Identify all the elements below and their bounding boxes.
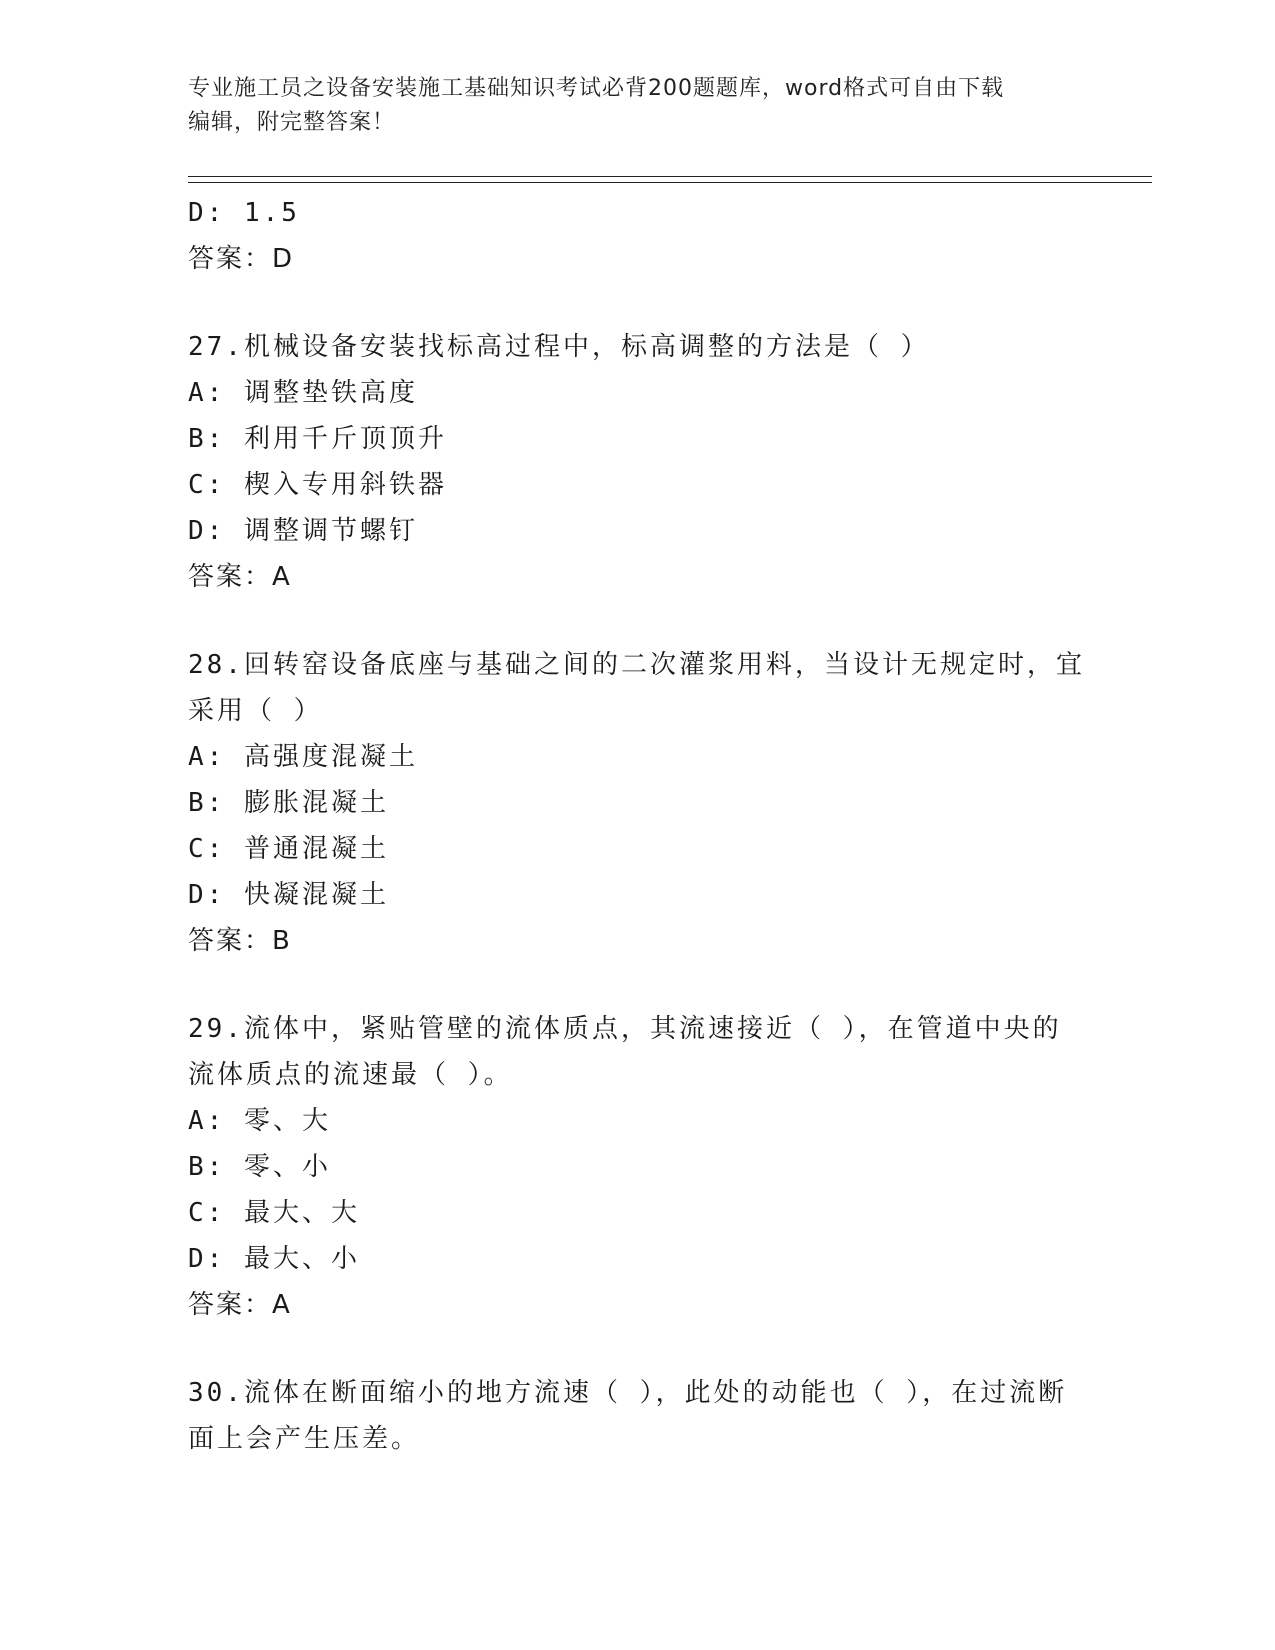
- question-text: [188, 1006, 1088, 1098]
- document-header: [188, 72, 1068, 140]
- option-a: A: 调整垫铁高度: [188, 378, 418, 408]
- answer: 答案：A: [188, 1290, 292, 1320]
- option-d: D: 最大、小: [188, 1244, 360, 1274]
- answer: 答案：B: [188, 926, 292, 956]
- option-b: B: 零、小: [188, 1152, 331, 1182]
- question-line: 流体质点的流速最（ ）。: [188, 1060, 513, 1090]
- option-c: C: 楔入专用斜铁器: [188, 470, 447, 500]
- option-d: D: 调整调节螺钉: [188, 516, 418, 546]
- question-content: [188, 190, 1088, 1462]
- question-line: 采用（ ）: [188, 696, 323, 726]
- option-c: C: 普通混凝土: [188, 834, 389, 864]
- option-a: A: 零、大: [188, 1106, 331, 1136]
- question-line: 27.机械设备安装找标高过程中，标高调整的方法是（ ）: [188, 332, 930, 362]
- question-line: 29.流体中，紧贴管壁的流体质点，其流速接近（ ），在管道中央的: [188, 1014, 1062, 1044]
- question-line: 面上会产生压差。: [188, 1424, 421, 1454]
- question-text: [188, 324, 1088, 370]
- header-divider-top: [188, 176, 1152, 177]
- question-30: [188, 1370, 1088, 1462]
- prev-answer: 答案：D: [188, 244, 295, 274]
- option-c: C: 最大、大: [188, 1198, 360, 1228]
- question-line: 28.回转窑设备底座与基础之间的二次灌浆用料，当设计无规定时，宜: [188, 650, 1085, 680]
- header-line-2: 编辑，附完整答案！: [188, 110, 396, 135]
- header-line-1: 专业施工员之设备安装施工基础知识考试必背200题题库，word格式可自由下载: [188, 76, 1005, 101]
- option-a: A: 高强度混凝土: [188, 742, 418, 772]
- question-29: [188, 1006, 1088, 1328]
- question-text: [188, 1370, 1088, 1462]
- question-line: 30.流体在断面缩小的地方流速（ ），此处的动能也（ ），在过流断: [188, 1378, 1068, 1408]
- option-b: B: 利用千斤顶顶升: [188, 424, 447, 454]
- question-27: [188, 324, 1088, 600]
- header-divider-bottom: [188, 182, 1152, 183]
- option-d: D: 快凝混凝土: [188, 880, 389, 910]
- answer: 答案：A: [188, 562, 292, 592]
- question-text: [188, 642, 1088, 734]
- prev-option-d: D: 1.5: [188, 198, 300, 228]
- option-b: B: 膨胀混凝土: [188, 788, 389, 818]
- question-28: [188, 642, 1088, 964]
